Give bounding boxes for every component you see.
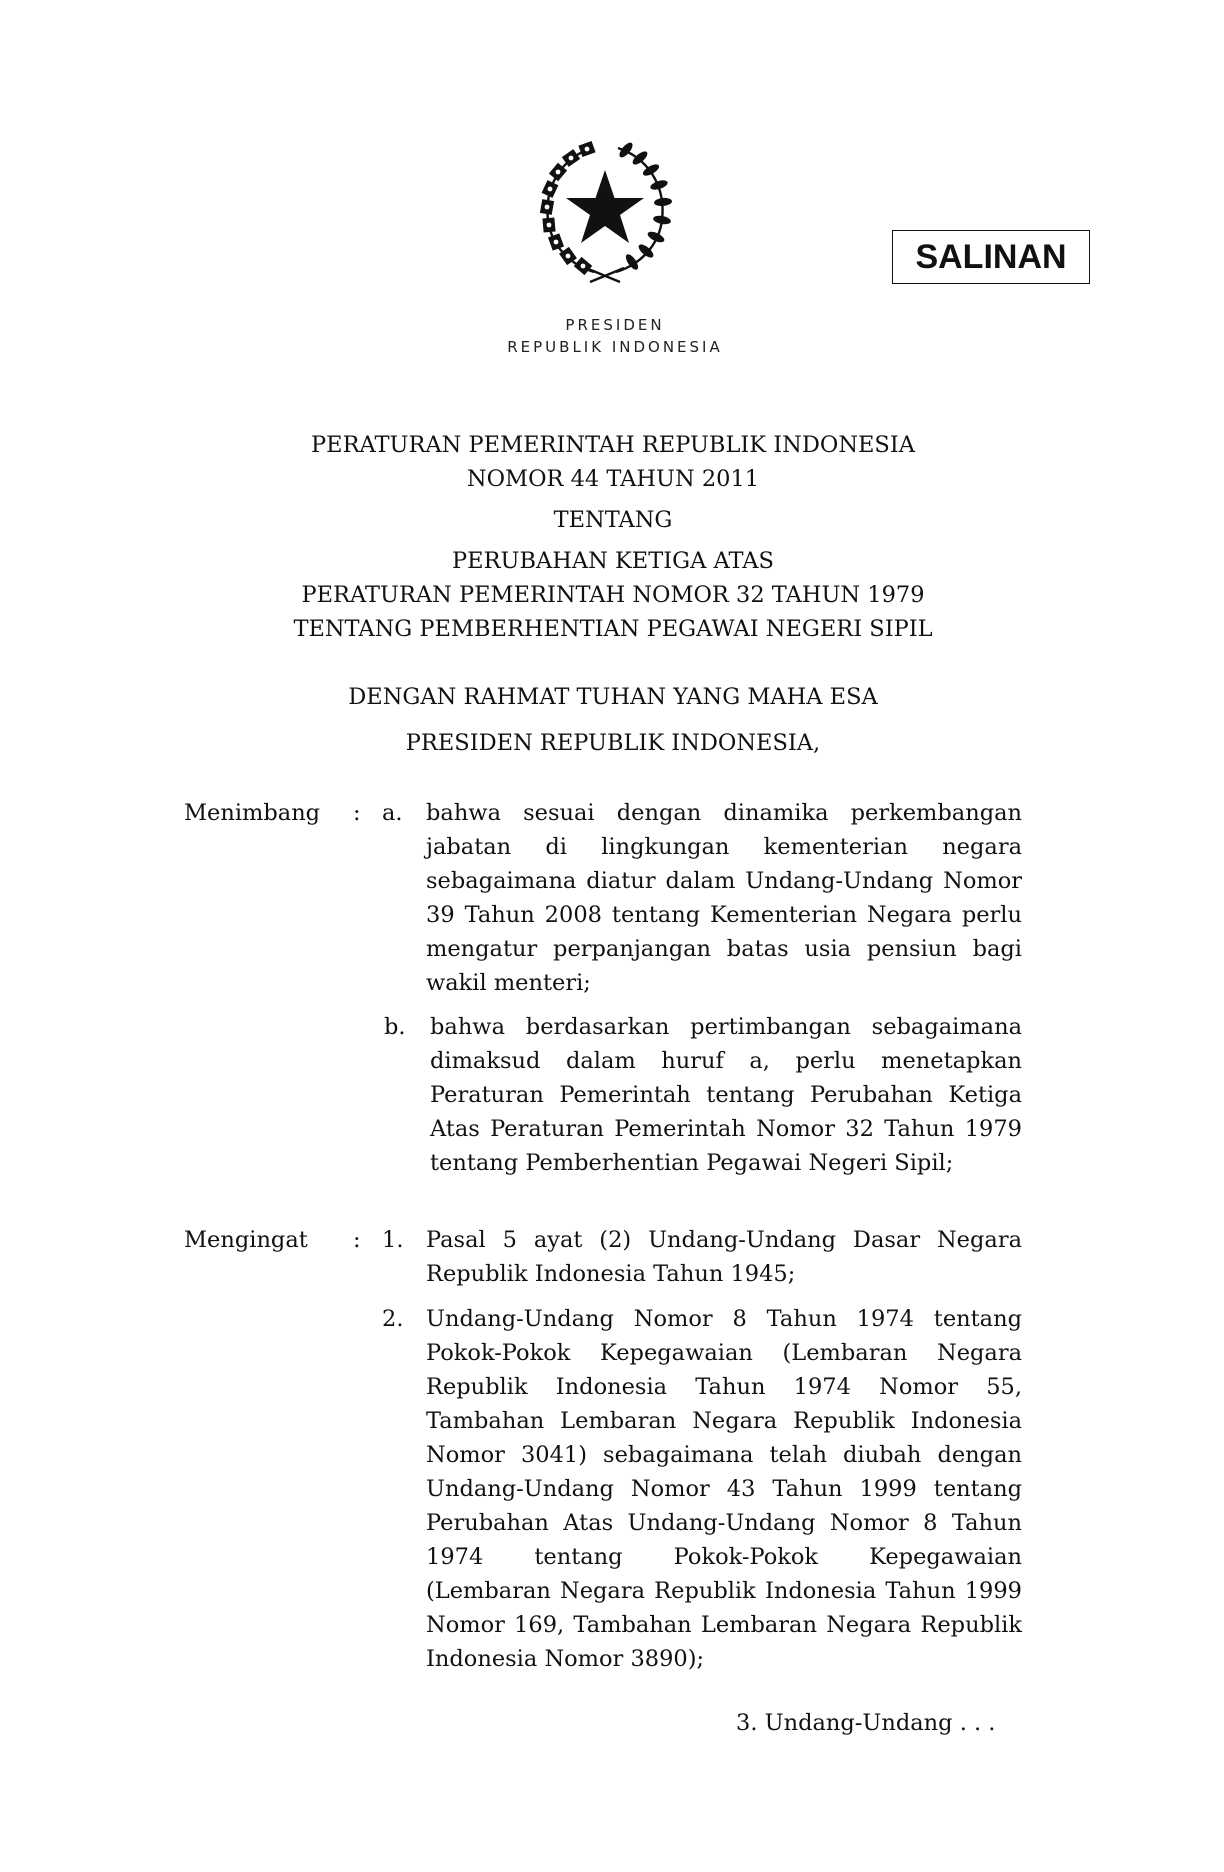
mengingat-item-2: Undang-Undang Nomor 8 Tahun 1974 tentang Pokok-Pokok Kepegawaian (Lembaran Negara Republik Indonesia Tahun 1974 Nomor 55, Tambahan Lembaran Negara Republik Indonesia Nomor 3041) sebagaimana telah diubah dengan Undang-Undang Nomor 43 Tahun 1999 tentang Perubahan Atas Undang-Undang Nomor 8 Tahun 1974 tentang Pokok-Pokok Kepegawaian (Lembaran Negara Republik Indonesia Tahun 1999 Nomor 169, Tambahan Lembaran Negara Republik Indonesia Nomor 3890);: [426, 1306, 1022, 1672]
menimbang-item-b: bahwa berdasarkan pertimbangan sebagaimana dimaksud dalam huruf a, perlu menetapkan Peraturan Pemerintah tentang Perubahan Ketiga Atas Peraturan Pemerintah Nomor 32 Tahun 1979 tentang Pemberhentian Pegawai Negeri Sipil;: [430, 1014, 1022, 1176]
continuation-note: 3. Undang-Undang . . .: [736, 1710, 996, 1736]
title-line4: PERUBAHAN KETIGA ATAS: [452, 548, 774, 574]
mengingat-colon: :: [353, 1227, 361, 1253]
presidential-star-emblem: [534, 140, 676, 286]
menimbang-item-a: bahwa sesuai dengan dinamika perkembangan jabatan di lingkungan kementerian negara sebagaimana diatur dalam Undang-Undang Nomor 39 Tahun 2008 tentang Kementerian Negara perlu mengatur perpanjangan batas usia pensiun bagi wakil menteri;: [426, 800, 1022, 996]
menimbang-label: Menimbang: [184, 800, 321, 826]
emblem-caption-line1: PRESIDEN: [565, 316, 665, 334]
emblem-caption-line2: REPUBLIK INDONESIA: [507, 338, 723, 356]
mengingat-marker-2: 2.: [382, 1306, 404, 1332]
menimbang-colon: :: [353, 800, 361, 826]
mengingat-item-1: Pasal 5 ayat (2) Undang-Undang Dasar Negara Republik Indonesia Tahun 1945;: [426, 1227, 1022, 1287]
salinan-badge: SALINAN: [892, 230, 1090, 284]
mengingat-marker-1: 1.: [382, 1227, 404, 1253]
regulation-title: [200, 428, 1026, 496]
menimbang-marker-a: a.: [382, 800, 403, 826]
menimbang-marker-b: b.: [384, 1014, 406, 1040]
title-tentang: TENTANG: [553, 507, 673, 533]
president-line: PRESIDEN REPUBLIK INDONESIA,: [405, 730, 821, 756]
title-line6: TENTANG PEMBERHENTIAN PEGAWAI NEGERI SIPIL: [293, 616, 933, 642]
title-line2: NOMOR 44 TAHUN 2011: [466, 466, 760, 492]
preamble-line: DENGAN RAHMAT TUHAN YANG MAHA ESA: [348, 684, 878, 710]
title-line5: PERATURAN PEMERINTAH NOMOR 32 TAHUN 1979: [301, 582, 925, 608]
mengingat-label: Mengingat: [184, 1227, 308, 1253]
title-line1: PERATURAN PEMERINTAH REPUBLIK INDONESIA: [311, 432, 915, 458]
regulation-subject: [200, 544, 1026, 646]
